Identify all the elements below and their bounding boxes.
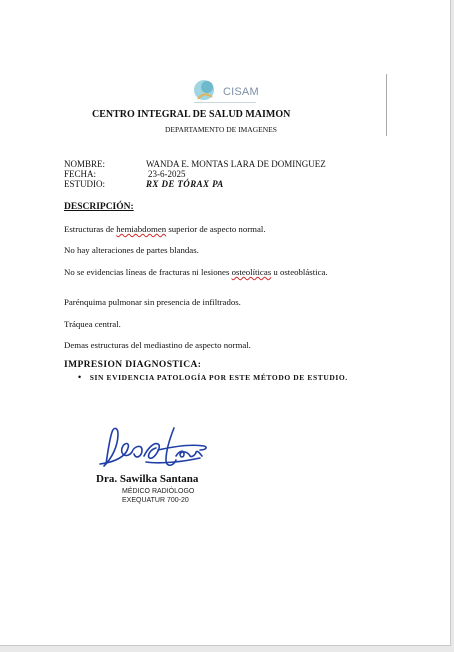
logo-text: CISAM [223,86,259,98]
name-row [64,159,326,169]
impression-item [78,372,348,382]
margin-guide-line [386,74,387,136]
date-label: FECHA: [64,169,97,179]
organization-name: CENTRO INTEGRAL DE SALUD MAIMON [92,109,291,120]
description-paragraph: Parénquima pulmonar sin presencia de infiltrados. [64,297,241,307]
description-paragraph: Tráquea central. [64,319,121,329]
handwritten-signature-icon [96,420,216,476]
bullet-icon: • [78,372,82,382]
impression-title: IMPRESION DIAGNOSTICA: [64,360,202,370]
department-name: DEPARTAMENTO DE IMAGENES [165,125,277,134]
study-value: RX DE TÓRAX PA [146,179,224,189]
signature-exequatur: EXEQUATUR 700-20 [122,497,189,504]
text-run: u osteoblástica. [271,267,328,277]
text-run: No se evidencias líneas de fracturas ni lesiones [64,267,232,277]
description-paragraph [64,224,364,235]
name-value: WANDA E. MONTAS LARA DE DOMINGUEZ [146,159,326,169]
text-run: Estructuras de [64,224,117,234]
signature-role: MÉDICO RADIÓLOGO [122,488,195,495]
study-row [64,179,326,189]
patient-info [64,159,326,189]
description-paragraph [64,267,364,278]
description-paragraph: Demas estructuras del mediastino de aspecto normal. [64,340,251,350]
description-paragraph: No hay alteraciones de partes blandas. [64,245,199,255]
impression-item-text: SIN EVIDENCIA PATOLOGÍA POR ESTE MÉTODO DE ESTUDIO. [89,372,348,382]
date-value: 23-6-2025 [148,169,186,179]
study-label: ESTUDIO: [64,179,105,189]
text-run: superior de aspecto normal. [166,224,266,234]
spellcheck-word[interactable]: hemiabdomen [116,224,167,234]
name-label: NOMBRE: [64,159,106,169]
spellcheck-word[interactable]: osteolíticas [231,267,272,277]
date-row [64,169,326,179]
signature-name: Dra. Sawilka Santana [96,473,199,485]
description-title: DESCRIPCIÓN: [64,202,134,212]
